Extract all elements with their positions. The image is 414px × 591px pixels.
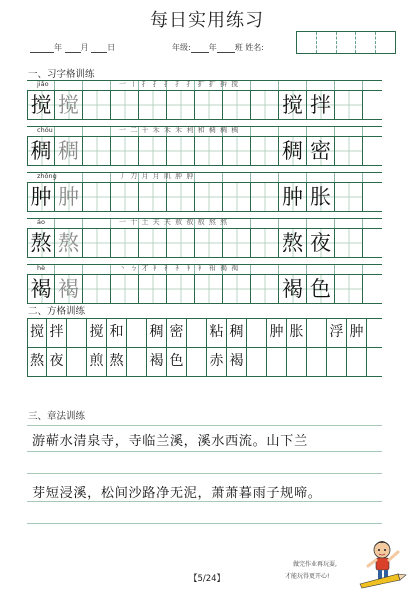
grid-empty-cell[interactable] [267,348,287,376]
writing-cell[interactable] [223,183,251,211]
pinyin-label: jiǎo [37,80,49,88]
grid-character[interactable]: 拌 [47,319,67,347]
writing-cell[interactable] [251,183,279,211]
writing-cell[interactable] [195,137,223,165]
section-heading-grid: 二、方格训练 [28,306,86,317]
writing-cell[interactable] [251,229,279,257]
word-character[interactable]: 色 [307,275,335,303]
writing-cell[interactable] [111,275,139,303]
boy-with-pencil-illustration [358,534,408,590]
pinyin-label: zhǒng [37,172,57,180]
writing-cell[interactable] [223,91,251,119]
stroke-order: 丶 ㄅ 才 衤 衤 衤 衤 衤 衵 褐 褐 [119,264,240,272]
grid-character[interactable]: 搅 [87,319,107,347]
grid-character[interactable]: 色 [167,348,187,376]
grid-character[interactable]: 稠 [227,319,247,347]
writing-cell[interactable] [195,91,223,119]
pinyin-strip [27,218,382,229]
grid-empty-cell[interactable] [347,348,367,376]
grid-empty-cell[interactable] [67,348,87,376]
practice-row [27,172,382,212]
date-field[interactable]: 年 月 日 [30,42,115,53]
grid-character[interactable]: 夜 [47,348,67,376]
grid-character[interactable]: 稠 [147,319,167,347]
stroke-order: 一 二 千 禾 禾 禾 利 和 稠 稠 稠 [119,126,240,134]
grid-character[interactable]: 肿 [267,319,287,347]
grid-empty-cell[interactable] [187,348,207,376]
practice-row [27,264,382,304]
grid-row [27,318,382,347]
writing-cell[interactable] [111,229,139,257]
grid-empty-cell[interactable] [187,319,207,347]
writing-cell[interactable] [167,229,195,257]
passage-line-2: 芽短浸溪，松间沙路净无泥，萧萧暮雨子规啼。 [32,486,322,501]
stroke-order: 一 丨 扌 扌 扌 扌 扌 扩 扩 拚 搅 [119,80,240,88]
grid-empty-cell[interactable] [127,348,147,376]
writing-cell[interactable] [335,137,363,165]
section-heading-practice: 一、习字格训练 [28,69,95,80]
model-character[interactable]: 熬 [27,229,55,257]
pinyin-label: hè [37,264,46,272]
word-character[interactable]: 胀 [307,183,335,211]
trace-character[interactable]: 肿 [55,183,83,211]
writing-cell[interactable] [251,137,279,165]
writing-cell[interactable] [111,91,139,119]
writing-cell[interactable] [167,91,195,119]
grid-empty-cell[interactable] [247,348,267,376]
writing-cell[interactable] [195,183,223,211]
writing-cell[interactable] [335,183,363,211]
writing-cell[interactable] [195,229,223,257]
writing-cell[interactable] [223,229,251,257]
footer-note-1: 做完作业再玩耍, [293,561,337,568]
writing-cell[interactable] [195,275,223,303]
practice-row [27,126,382,166]
pinyin-strip [27,126,382,137]
writing-line [27,425,382,426]
writing-cell[interactable] [139,275,167,303]
stroke-order: 一 十 土 夫 夫 敖 敖 敖 熬 熬 [119,218,229,226]
model-character[interactable]: 褐 [27,275,55,303]
trace-character[interactable]: 褐 [55,275,83,303]
writing-cell[interactable] [223,137,251,165]
writing-line [27,473,382,474]
writing-cell[interactable] [83,91,111,119]
writing-cell[interactable] [111,137,139,165]
grid-character[interactable]: 搅 [27,319,47,347]
grid-character[interactable]: 密 [167,319,187,347]
writing-cell[interactable] [139,137,167,165]
section-heading-composition: 三、章法训练 [28,411,86,422]
model-character[interactable]: 搅 [27,91,55,119]
footer-note-2: 才能玩得更开心! [285,573,330,580]
writing-line [27,501,382,502]
writing-cell[interactable] [83,229,111,257]
grid-character[interactable]: 煎 [87,348,107,376]
writing-line [27,451,382,452]
grid-character[interactable]: 褐 [227,348,247,376]
pinyin-label: áo [37,218,45,226]
grid-empty-cell[interactable] [67,319,87,347]
practice-grid [27,80,382,310]
grid-character[interactable]: 褐 [147,348,167,376]
grid-character[interactable]: 熬 [27,348,47,376]
word-character[interactable]: 肿 [279,183,307,211]
writing-cell[interactable] [335,275,363,303]
grid-character[interactable]: 胀 [287,319,307,347]
trace-character[interactable]: 稠 [55,137,83,165]
trace-character[interactable]: 搅 [55,91,83,119]
writing-cell[interactable] [111,183,139,211]
grid-empty-cell[interactable] [307,319,327,347]
grid-empty-cell[interactable] [327,348,347,376]
writing-cell[interactable] [251,91,279,119]
grid-character[interactable]: 粘 [207,319,227,347]
writing-cell[interactable] [83,275,111,303]
grid-empty-cell[interactable] [307,348,327,376]
grid-character[interactable]: 和 [107,319,127,347]
pinyin-strip [27,264,382,275]
writing-cell[interactable] [335,91,363,119]
writing-cell[interactable] [83,183,111,211]
grid-empty-cell[interactable] [287,348,307,376]
pinyin-label: chóu [37,126,53,134]
writing-cell[interactable] [223,275,251,303]
grid-row [27,347,382,377]
word-character[interactable]: 稠 [279,137,307,165]
word-character[interactable]: 搅 [279,91,307,119]
grid-character[interactable]: 赤 [207,348,227,376]
grade-class-name-field[interactable]: 年级: 年 班 姓名: [172,43,264,52]
writing-cell[interactable] [83,137,111,165]
word-character[interactable]: 熬 [279,229,307,257]
word-character[interactable]: 褐 [279,275,307,303]
page-number: 【5/24】 [188,574,226,584]
pinyin-strip [27,172,382,183]
word-character[interactable]: 密 [307,137,335,165]
name-grid[interactable] [296,31,396,54]
passage-line-1: 游蕲水清泉寺，寺临兰溪，溪水西流。山下兰 [32,434,308,449]
trace-character[interactable]: 熬 [55,229,83,257]
writing-cell[interactable] [139,229,167,257]
writing-line [27,523,382,524]
practice-row [27,218,382,258]
square-grid [27,318,382,377]
writing-cell[interactable] [167,137,195,165]
grid-character[interactable]: 肿 [347,319,367,347]
word-character[interactable]: 夜 [307,229,335,257]
writing-cell[interactable] [167,183,195,211]
practice-row [27,80,382,120]
pinyin-strip [27,80,382,91]
writing-cell[interactable] [139,91,167,119]
word-character[interactable]: 拌 [307,91,335,119]
model-character[interactable]: 稠 [27,137,55,165]
grid-character[interactable]: 浮 [327,319,347,347]
model-character[interactable]: 肿 [27,183,55,211]
writing-cell[interactable] [139,183,167,211]
grid-empty-cell[interactable] [247,319,267,347]
grid-empty-cell[interactable] [127,319,147,347]
writing-cell[interactable] [251,275,279,303]
grid-character[interactable]: 熬 [107,348,127,376]
page-title: 每日实用练习 [150,10,264,31]
stroke-order: 丿 刀 月 月 肌 肿 肿 [119,172,195,180]
writing-cell[interactable] [335,229,363,257]
writing-cell[interactable] [167,275,195,303]
